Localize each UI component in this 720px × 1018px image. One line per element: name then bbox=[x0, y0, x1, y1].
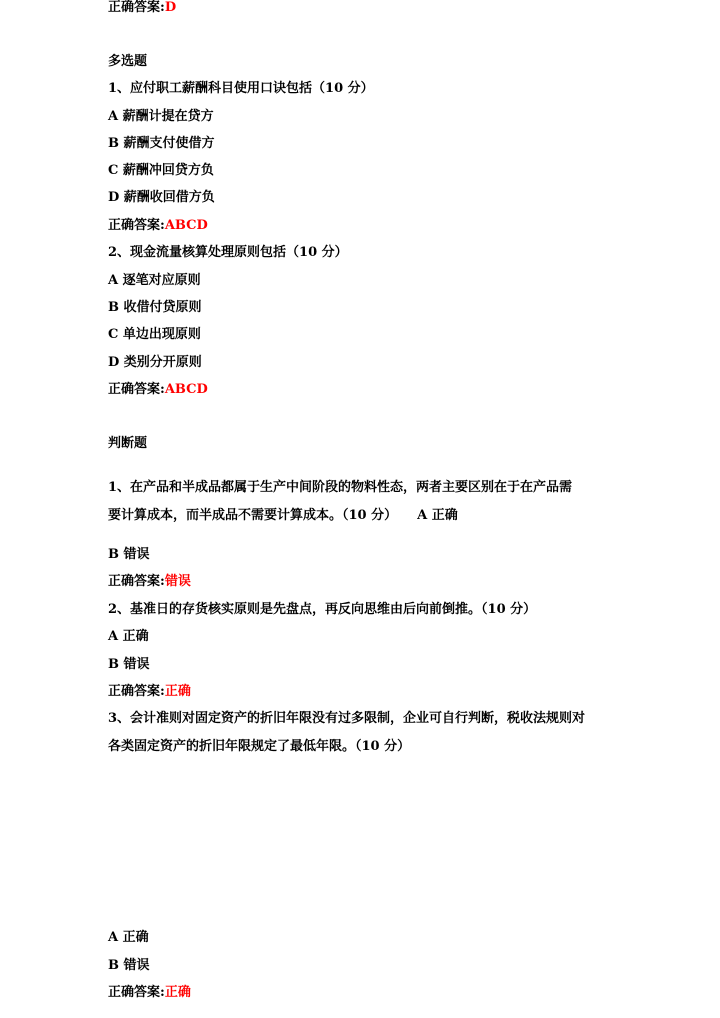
judge-q3-stem-line2: 各类固定资产的折旧年限规定了最低年限。（10 分） bbox=[108, 739, 411, 754]
judge-q1-stem-line1: 1、在产品和半成品都属于生产中间阶段的物料性态，两者主要区别在于在产品需 bbox=[108, 480, 573, 495]
answer-value: ABCD bbox=[164, 218, 208, 233]
judge-q2-option-a: A 正确 bbox=[108, 629, 149, 644]
multi-q1-option-a: A 薪酬计提在贷方 bbox=[108, 109, 214, 124]
multi-q2-answer-line bbox=[108, 382, 208, 398]
answer-value: 错误 bbox=[164, 574, 191, 589]
answer-label: 正确答案: bbox=[108, 0, 165, 15]
judge-q3-option-a: A 正确 bbox=[108, 930, 149, 945]
multi-q2-option-b: B 收借付贷原则 bbox=[108, 300, 202, 315]
judge-q2-option-b: B 错误 bbox=[108, 657, 150, 672]
answer-value: 正确 bbox=[164, 684, 191, 699]
multi-q1-option-c: C 薪酬冲回贷方负 bbox=[108, 163, 214, 178]
answer-label: 正确答案: bbox=[108, 684, 165, 699]
section-heading-judge: 判断题 bbox=[108, 436, 148, 451]
answer-label: 正确答案: bbox=[108, 985, 165, 1000]
multi-q2-option-a: A 逐笔对应原则 bbox=[108, 273, 201, 288]
multi-q1-answer-line bbox=[108, 218, 208, 234]
answer-value: 正确 bbox=[164, 985, 191, 1000]
section-heading-multi: 多选题 bbox=[108, 54, 148, 69]
multi-q2-stem: 2、现金流量核算处理原则包括（10 分） bbox=[108, 245, 348, 260]
judge-q3-answer-line bbox=[108, 985, 191, 1001]
judge-q1-stem-text: 要计算成本，而半成品不需要计算成本。（10 分） bbox=[108, 508, 398, 523]
judge-q1-option-a: A 正确 bbox=[417, 508, 458, 523]
multi-q2-option-c: C 单边出现原则 bbox=[108, 327, 201, 342]
answer-value: D bbox=[164, 0, 177, 15]
answer-label: 正确答案: bbox=[108, 382, 165, 397]
multi-q1-option-b: B 薪酬支付使借方 bbox=[108, 136, 215, 151]
answer-label: 正确答案: bbox=[108, 574, 165, 589]
answer-label: 正确答案: bbox=[108, 218, 165, 233]
multi-q2-option-d: D 类别分开原则 bbox=[108, 355, 202, 370]
judge-q1-option-b: B 错误 bbox=[108, 547, 150, 562]
multi-q1-stem: 1、应付职工薪酬科目使用口诀包括（10 分） bbox=[108, 81, 374, 96]
judge-q2-stem: 2、基准日的存货核实原则是先盘点，再反向思维由后向前倒推。（10 分） bbox=[108, 602, 537, 617]
judge-q1-stem-line2 bbox=[108, 508, 458, 524]
top-answer-line bbox=[108, 0, 176, 16]
judge-q1-answer-line bbox=[108, 574, 191, 590]
judge-q3-stem-line1: 3、会计准则对固定资产的折旧年限没有过多限制，企业可自行判断，税收法规则对 bbox=[108, 711, 586, 726]
judge-q3-option-b: B 错误 bbox=[108, 958, 150, 973]
multi-q1-option-d: D 薪酬收回借方负 bbox=[108, 190, 215, 205]
judge-q2-answer-line bbox=[108, 684, 191, 700]
answer-value: ABCD bbox=[164, 382, 208, 397]
